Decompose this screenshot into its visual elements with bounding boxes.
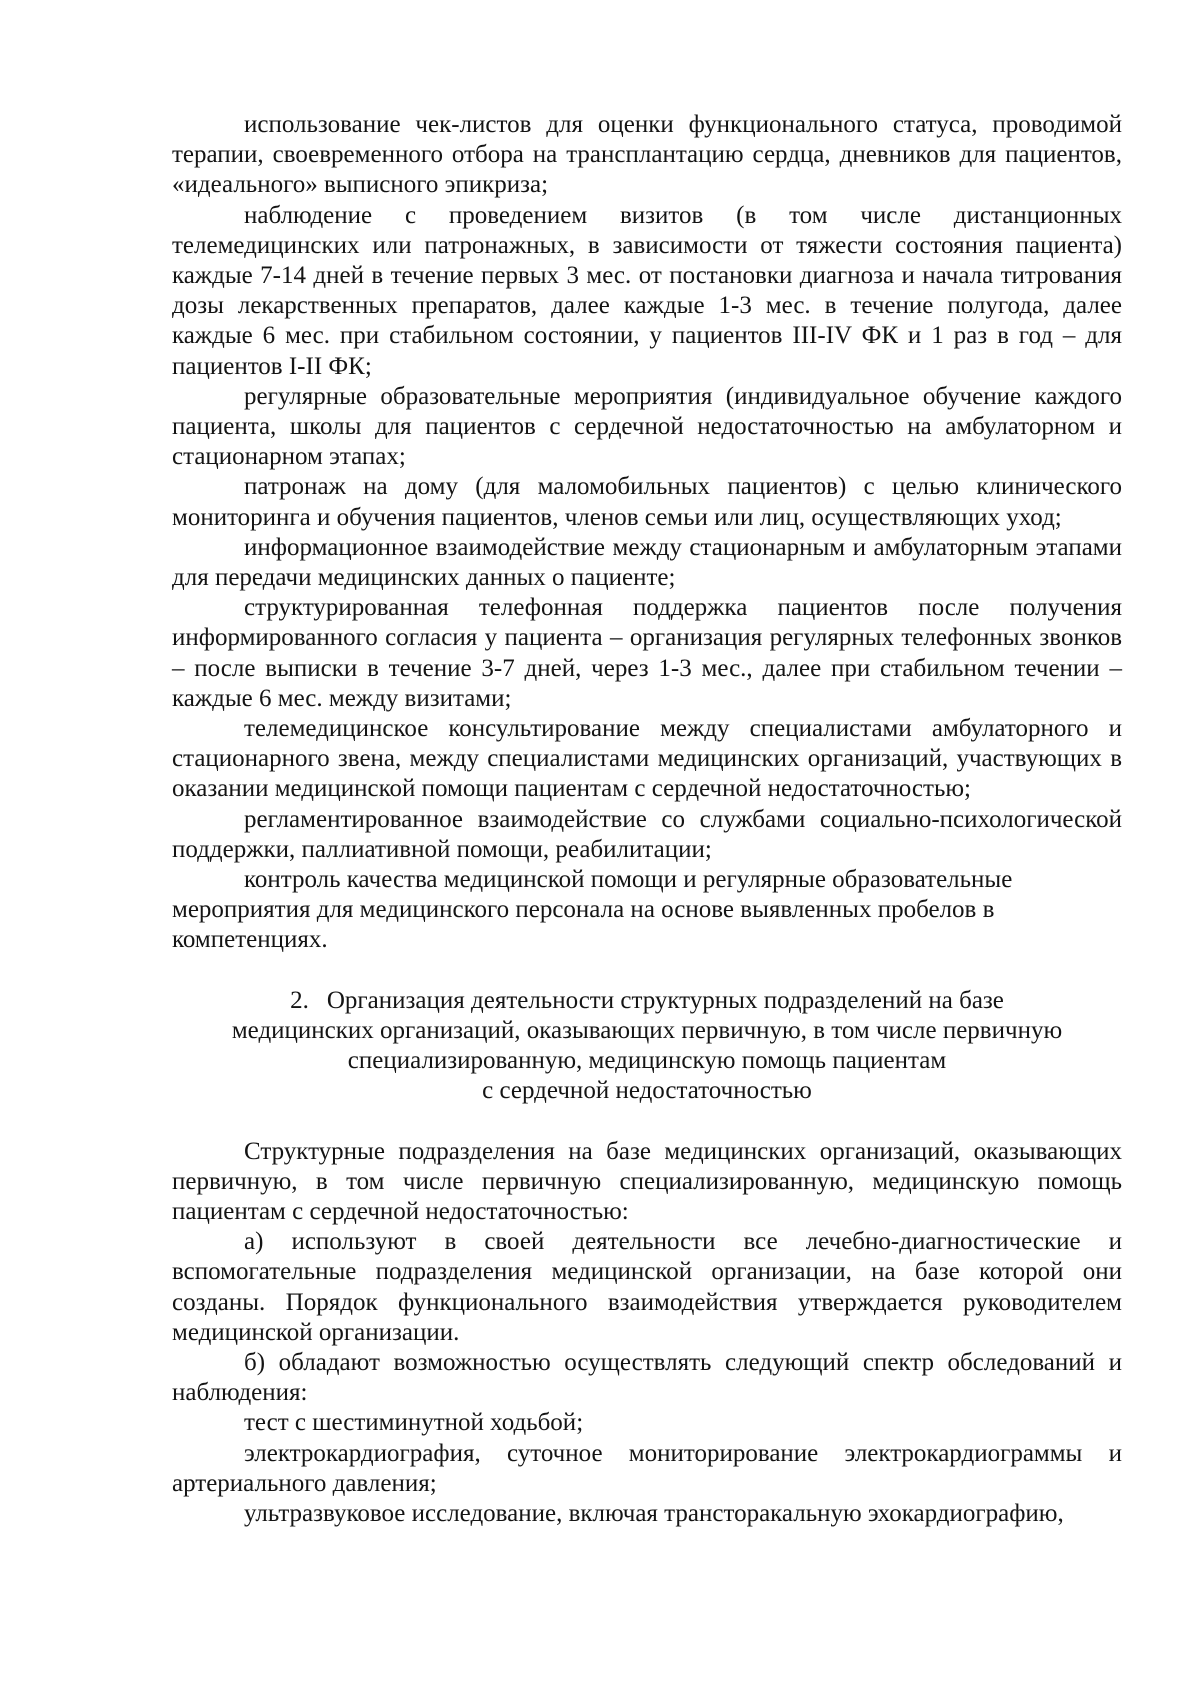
- section-number: 2.: [290, 986, 309, 1014]
- paragraph-info-exchange: информационное взаимодействие между стационарным и амбулаторным этапами для передачи медицинских данных о пациенте;: [172, 533, 1122, 592]
- paragraph-ultrasound: ультразвуковое исследование, включая трансторакальную эхокардиографию,: [244, 1499, 1064, 1527]
- paragraph-home-care: патронаж на дому (для маломобильных пациентов) с целью клинического мониторинга и обучения пациентов, членов семьи или лиц, осуществляющих уход;: [172, 473, 1122, 531]
- paragraph-checklists: использование чек-листов для оценки функционального статуса, проводимой терапии, своевременного отбора на трансплантацию сердца, дневников для пациентов, «идеального» выписного эпикриза;: [172, 111, 1122, 199]
- paragraph-structural-units: Структурные подразделения на базе медицинских организаций, оказывающих первичную, в том числе первичную специализированную, медицинскую помощь пациентам с сердечной недостаточностью:: [172, 1137, 1122, 1225]
- paragraph-item-a: а) используют в своей деятельности все лечебно-диагностические и вспомогательные подразделения медицинской организации, на базе которой они созданы. Порядок функционального взаимодействия утверждается руководителем медицинской организации.: [172, 1228, 1122, 1346]
- section-heading-line1: Организация деятельности структурных подразделений на базе: [326, 986, 1004, 1014]
- document-page: [172, 110, 1122, 1529]
- section-heading-line1-wrap: [172, 986, 1122, 1016]
- section-heading: [172, 986, 1122, 1107]
- paragraph-education: регулярные образовательные мероприятия (индивидуальное обучение каждого пациента, школы для пациентов с сердечной недостаточностью на амбулаторном и стационарном этапах;: [172, 382, 1122, 471]
- paragraph-phone-support: структурированная телефонная поддержка пациентов после получения информированного согласия у пациента – организация регулярных телефонных звонков – после выписки в течение 3-7 дней, через 1-3 мес., далее при стабильном течении – каждые 6 мес. между визитами;: [172, 594, 1122, 712]
- paragraph-social-support: регламентированное взаимодействие со службами социально-психологической поддержки, паллиативной помощи, реабилитации;: [172, 805, 1122, 863]
- section-heading-line4: с сердечной недостаточностью: [482, 1077, 812, 1105]
- paragraph-visits: наблюдение с проведением визитов (в том числе дистанционных телемедицинских или патронажных, в зависимости от тяжести состояния пациента) каждые 7-14 дней в течение первых 3 мес. от постановки диагноза и начала титрования дозы лекарственных препаратов, далее каждые 1-3 мес. в течение полугода, далее каждые 6 мес. при стабильном состоянии, у пациентов III-IV ФК и 1 раз в год – для пациентов I-II ФК;: [172, 201, 1122, 380]
- paragraph-telemedicine: телемедицинское консультирование между специалистами амбулаторного и стационарного звена, между специалистами медицинских организаций, участвующих в оказании медицинской помощи пациентам с сердечной недостаточностью;: [172, 715, 1122, 803]
- paragraph-quality-control: контроль качества медицинской помощи и регулярные образовательные мероприятия для медицинского персонала на основе выявленных пробелов в компетенциях.: [172, 866, 1013, 954]
- section-heading-line2: медицинских организаций, оказывающих первичную, в том числе первичную: [231, 1016, 1063, 1044]
- section-heading-line3: специализированную, медицинскую помощь пациентам: [347, 1047, 947, 1075]
- paragraph-ecg: электрокардиография, суточное мониторирование электрокардиограммы и артериального давления;: [172, 1439, 1122, 1497]
- paragraph-item-b: б) обладают возможностью осуществлять следующий спектр обследований и наблюдения:: [172, 1348, 1122, 1407]
- paragraph-walk-test: тест с шестиминутной ходьбой;: [244, 1409, 584, 1437]
